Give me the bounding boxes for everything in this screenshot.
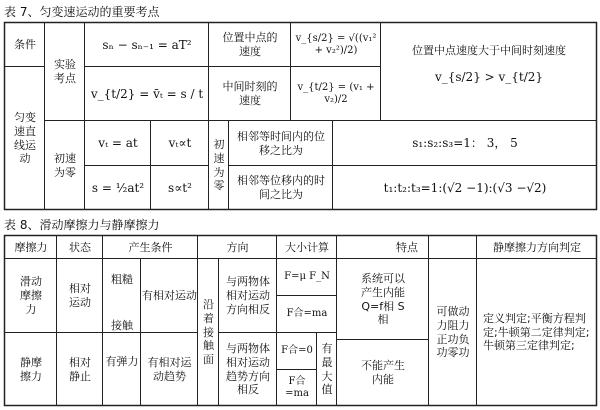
table7-title: 表 7、匀变速运动的重要考点 [4,5,160,19]
feat-shared: 可做动力阻力正功负功零功 [436,305,470,360]
cond-contact: 接触 [111,319,133,333]
formula-vt: vₜ = at [98,136,138,150]
header-magnitude: 大小计算 [285,240,329,254]
header-direction: 方向 [226,240,249,254]
cond-rough: 粗糙 [111,273,133,287]
header-feature: 特点 [396,240,418,254]
label-mid-position-velocity: 位置中点的速度 [222,31,278,58]
value-ratio-displacement: s₁:s₂:s₃=1： 3， 5 [412,136,518,150]
mag-sliding-ma: F合=ma [286,308,328,320]
row-static-friction: 静摩擦力 [20,355,42,383]
feat-sliding: 系统可以产生内能 Q=f相 S相 [361,272,405,327]
mag-sliding-mu: F=μ F_N [284,271,330,283]
label-uniform-linear: 匀变速直线运动 [14,111,36,166]
header-state: 状态 [69,240,91,254]
cond-has-relative-trend: 有相对运动趋势 [147,355,192,383]
state-relative-rest: 相对静止 [69,355,91,383]
label-zero-initial-2: 初速为零 [213,138,225,193]
label-mid-time-velocity: 中间时刻的速度 [222,80,278,107]
formula-average-velocity: v_{t/2} = v̄ₜ = s / t [90,86,204,101]
dir-sliding: 与两物体相对运动方向相反 [226,275,270,316]
formula-delta-s: sₙ − sₙ₋₁ = aT² [102,37,192,52]
state-relative-motion: 相对运动 [69,282,91,309]
header-condition: 产生条件 [128,240,173,254]
value-ratio-time: t₁:t₂:t₃=1:(√2 −1):(√3 −√2) [383,180,547,195]
row-sliding-friction: 滑动摩擦力 [20,275,42,316]
mag-static-zero: F合=0 [281,345,313,357]
label-experiment: 实验考点 [54,58,76,85]
label-zero-initial: 初速为零 [54,151,76,179]
dir-static: 与两物体相对运动趋势方向相反 [226,342,270,397]
header-friction: 摩擦力 [14,240,48,254]
cond-has-relative-motion: 有相对运动 [142,289,197,303]
label-ratio-time: 相邻等位移内的时间之比为 [237,174,325,201]
feat-static: 不能产生内能 [361,359,405,386]
compare-text: 位置中点速度大于中间时刻速度 [412,44,566,58]
header-judge: 静摩擦力方向判定 [493,240,581,254]
compare-formula: v_{s/2} > v_{t/2} [434,69,544,84]
dir-along-contact: 沿着接触面 [203,298,214,367]
judge-methods: 定义判定;平衡方程判定;牛顿第二定律判定;牛顿第三定律判定; [483,311,590,353]
table8-title: 表 8、滑动摩擦力与静摩擦力 [4,218,160,232]
mag-has-max: 有最大值 [321,342,333,397]
label-condition: 条件 [14,38,36,52]
cond-elastic: 有弹力 [105,355,139,369]
mag-static-ma: F合=ma [285,375,309,399]
formula-s-proportional: s∝t² [168,180,192,195]
formula-s: s = ½at² [91,180,145,195]
formula-mid-time: v_{t/2} = (v₁ + v₂)/2 [297,81,375,105]
formula-v-proportional: vₜ∝t [168,136,192,150]
label-ratio-displacement: 相邻等时间内的位移之比为 [237,129,325,157]
formula-mid-position: v_{s/2} = √((v₁² + v₂²)/2) [295,32,377,56]
